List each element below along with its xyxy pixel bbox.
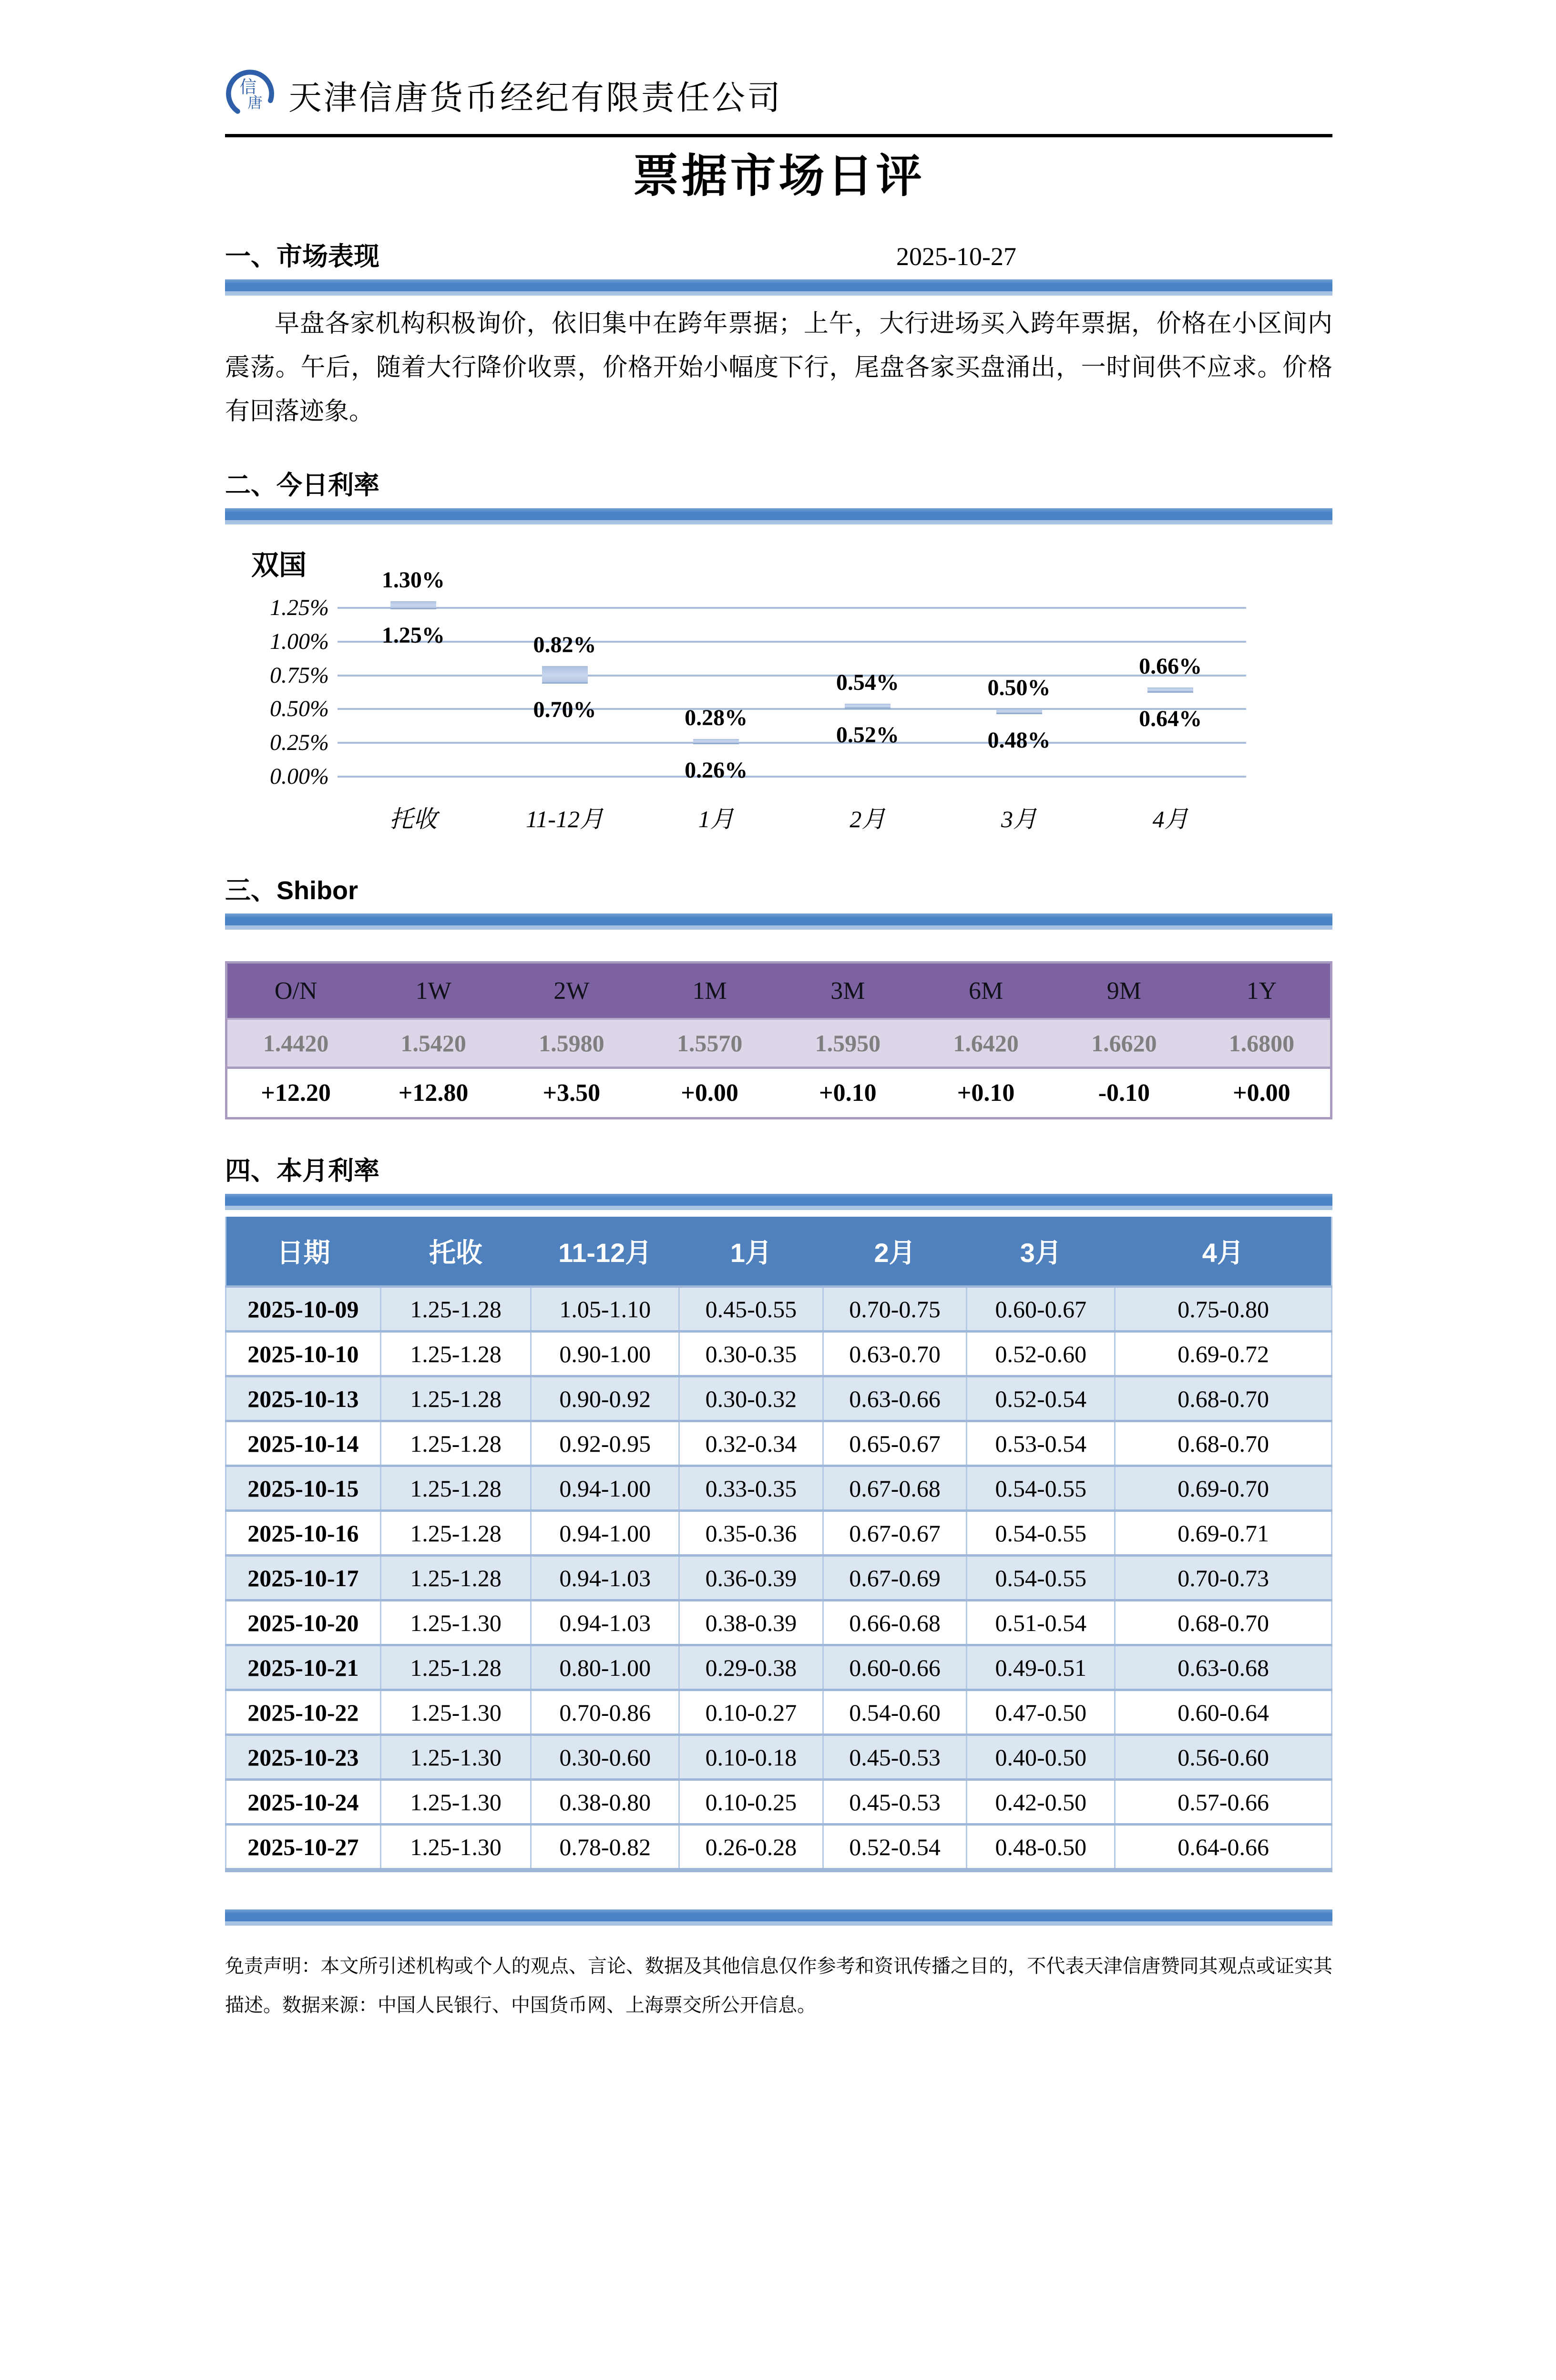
monthly-data-row	[226, 1825, 1332, 1870]
monthly-date-cell: 2025-10-16	[226, 1511, 381, 1556]
monthly-header-cell: 1月	[679, 1217, 823, 1287]
monthly-rate-cell: 0.52-0.54	[967, 1376, 1115, 1421]
range-bar	[390, 601, 436, 609]
monthly-rate-cell: 0.68-0.70	[1115, 1376, 1332, 1421]
company-logo	[225, 69, 275, 121]
monthly-data-row	[226, 1376, 1332, 1421]
monthly-date-cell: 2025-10-23	[226, 1735, 381, 1780]
y-axis-tick-label: 1.00%	[270, 628, 329, 654]
y-axis-tick-label: 0.50%	[270, 696, 329, 722]
monthly-header-cell: 2月	[823, 1217, 967, 1287]
monthly-date-cell: 2025-10-10	[226, 1332, 381, 1376]
monthly-rate-cell: 0.45-0.55	[679, 1287, 823, 1332]
monthly-header-cell: 日期	[226, 1217, 381, 1287]
svg-text:信: 信	[239, 77, 257, 97]
shibor-rate-cell: 1.5950	[779, 1019, 917, 1068]
shibor-change-cell: +0.00	[641, 1068, 779, 1118]
monthly-data-row	[226, 1600, 1332, 1645]
monthly-rate-cell: 0.70-0.75	[823, 1287, 967, 1332]
section-label-today-rates: 二、今日利率	[225, 471, 379, 500]
monthly-rate-cell: 0.10-0.18	[679, 1735, 823, 1780]
monthly-date-cell: 2025-10-27	[226, 1825, 381, 1870]
monthly-rate-cell: 0.45-0.53	[823, 1735, 967, 1780]
shibor-tenor-header: 3M	[779, 963, 917, 1019]
monthly-rate-cell: 0.52-0.60	[967, 1332, 1115, 1376]
y-axis-tick-label: 0.00%	[270, 764, 329, 789]
monthly-rate-cell: 1.25-1.30	[380, 1690, 531, 1735]
shibor-change-cell: +0.10	[779, 1068, 917, 1118]
shibor-change-cell: +12.80	[364, 1068, 502, 1118]
monthly-date-cell: 2025-10-09	[226, 1287, 381, 1332]
range-bar	[1147, 687, 1193, 693]
svg-text:唐: 唐	[247, 94, 263, 111]
monthly-rate-cell: 0.70-0.86	[531, 1690, 679, 1735]
monthly-rate-table	[225, 1217, 1332, 1872]
bar-low-label: 0.64%	[1139, 706, 1202, 732]
monthly-data-row	[226, 1421, 1332, 1466]
monthly-rate-cell: 0.38-0.80	[531, 1780, 679, 1825]
bar-high-label: 0.82%	[533, 632, 596, 657]
section-shibor	[225, 874, 1332, 907]
monthly-rate-cell: 0.29-0.38	[679, 1645, 823, 1690]
monthly-rate-cell: 1.25-1.28	[380, 1332, 531, 1376]
monthly-rate-cell: 1.25-1.28	[380, 1556, 531, 1600]
shibor-row	[226, 1068, 1331, 1118]
monthly-date-cell: 2025-10-21	[226, 1645, 381, 1690]
shibor-rate-cell: 1.4420	[226, 1019, 365, 1068]
monthly-rate-cell: 0.40-0.50	[967, 1735, 1115, 1780]
shibor-rate-cell: 1.5980	[502, 1019, 641, 1068]
monthly-rate-cell: 0.66-0.68	[823, 1600, 967, 1645]
section-label-shibor: 三、Shibor	[225, 876, 358, 905]
monthly-rate-cell: 0.49-0.51	[967, 1645, 1115, 1690]
monthly-rate-cell: 0.54-0.55	[967, 1466, 1115, 1511]
monthly-rate-cell: 1.25-1.28	[380, 1376, 531, 1421]
monthly-rate-cell: 0.47-0.50	[967, 1690, 1115, 1735]
chart-gridline	[338, 742, 1246, 744]
section-rule	[225, 508, 1332, 524]
shibor-tenor-header: 6M	[917, 963, 1055, 1019]
monthly-rate-cell: 0.30-0.32	[679, 1376, 823, 1421]
shibor-row	[226, 963, 1331, 1019]
section-monthly-rates	[225, 1155, 1332, 1187]
monthly-data-row	[226, 1780, 1332, 1825]
monthly-date-cell: 2025-10-13	[226, 1376, 381, 1421]
monthly-rate-cell: 0.42-0.50	[967, 1780, 1115, 1825]
monthly-header-cell: 11-12月	[531, 1217, 679, 1287]
logo-seal-icon	[225, 69, 275, 119]
monthly-rate-cell: 1.25-1.30	[380, 1735, 531, 1780]
x-axis-category-label: 2月	[850, 806, 886, 832]
monthly-date-cell: 2025-10-24	[226, 1780, 381, 1825]
monthly-rate-cell: 0.78-0.82	[531, 1825, 679, 1870]
monthly-rate-cell: 0.36-0.39	[679, 1556, 823, 1600]
monthly-rate-cell: 0.75-0.80	[1115, 1287, 1332, 1332]
monthly-rate-cell: 0.68-0.70	[1115, 1421, 1332, 1466]
monthly-rate-cell: 0.32-0.34	[679, 1421, 823, 1466]
section-rule	[225, 279, 1332, 296]
shibor-tenor-header: O/N	[226, 963, 365, 1019]
monthly-data-row	[226, 1690, 1332, 1735]
monthly-data-row	[226, 1466, 1332, 1511]
shibor-rate-cell: 1.5570	[641, 1019, 779, 1068]
section-label-market-performance: 一、市场表现	[225, 242, 379, 271]
monthly-rate-cell: 0.65-0.67	[823, 1421, 967, 1466]
bar-high-label: 0.66%	[1139, 654, 1202, 679]
monthly-date-cell: 2025-10-20	[226, 1600, 381, 1645]
x-axis-category-label: 4月	[1152, 806, 1188, 832]
chart-gridline	[338, 607, 1246, 609]
x-axis-category-label: 11-12月	[526, 806, 604, 832]
monthly-rate-cell: 1.25-1.28	[380, 1287, 531, 1332]
company-header	[225, 68, 1332, 122]
monthly-rate-cell: 0.35-0.36	[679, 1511, 823, 1556]
monthly-rate-cell: 0.45-0.53	[823, 1780, 967, 1825]
range-bar	[542, 666, 588, 684]
shibor-change-cell: +3.50	[502, 1068, 641, 1118]
monthly-header-cell: 4月	[1115, 1217, 1332, 1287]
bar-low-label: 0.48%	[987, 728, 1051, 753]
section-today-rates	[225, 469, 1332, 502]
shibor-rate-cell: 1.6620	[1055, 1019, 1193, 1068]
shibor-table	[225, 961, 1332, 1119]
shibor-change-cell: -0.10	[1055, 1068, 1193, 1118]
monthly-rate-cell: 0.67-0.68	[823, 1466, 967, 1511]
monthly-rate-cell: 1.25-1.30	[380, 1600, 531, 1645]
monthly-data-row	[226, 1332, 1332, 1376]
monthly-rate-cell: 0.69-0.70	[1115, 1466, 1332, 1511]
monthly-data-row	[226, 1735, 1332, 1780]
market-commentary: 早盘各家机构积极询价，依旧集中在跨年票据；上午，大行进场买入跨年票据，价格在小区间内震荡。午后，随着大行降价收票，价格开始小幅度下行，尾盘各家买盘涌出，一时间供不应求。价格有回落迹象。	[225, 310, 1332, 425]
bar-high-label: 0.28%	[685, 705, 748, 730]
monthly-rate-cell: 1.25-1.28	[380, 1421, 531, 1466]
shibor-tenor-header: 9M	[1055, 963, 1193, 1019]
bar-low-label: 0.52%	[836, 722, 899, 748]
bar-high-label: 0.54%	[836, 670, 899, 696]
monthly-rate-cell: 0.94-1.00	[531, 1466, 679, 1511]
shibor-rate-cell: 1.6800	[1193, 1019, 1331, 1068]
monthly-rate-cell: 0.90-0.92	[531, 1376, 679, 1421]
header-divider	[225, 134, 1332, 137]
monthly-data-row	[226, 1287, 1332, 1332]
bar-low-label: 0.70%	[533, 697, 596, 722]
monthly-data-row	[226, 1511, 1332, 1556]
monthly-rate-cell: 0.26-0.28	[679, 1825, 823, 1870]
monthly-date-cell: 2025-10-17	[226, 1556, 381, 1600]
monthly-date-cell: 2025-10-22	[226, 1690, 381, 1735]
monthly-rate-cell: 0.54-0.55	[967, 1556, 1115, 1600]
monthly-data-row	[226, 1556, 1332, 1600]
monthly-rate-cell: 0.48-0.50	[967, 1825, 1115, 1870]
monthly-rate-cell: 0.69-0.72	[1115, 1332, 1332, 1376]
shibor-change-cell: +12.20	[226, 1068, 365, 1118]
shibor-change-cell: +0.10	[917, 1068, 1055, 1118]
monthly-rate-cell: 0.68-0.70	[1115, 1600, 1332, 1645]
shibor-tenor-header: 1M	[641, 963, 779, 1019]
monthly-date-cell: 2025-10-14	[226, 1421, 381, 1466]
monthly-rate-cell: 0.67-0.67	[823, 1511, 967, 1556]
shibor-tenor-header: 1W	[364, 963, 502, 1019]
shibor-row	[226, 1019, 1331, 1068]
monthly-rate-cell: 0.52-0.54	[823, 1825, 967, 1870]
monthly-rate-cell: 0.57-0.66	[1115, 1780, 1332, 1825]
section-rule	[225, 913, 1332, 930]
shibor-rate-cell: 1.5420	[364, 1019, 502, 1068]
range-bar	[845, 704, 891, 709]
monthly-rate-cell: 0.51-0.54	[967, 1600, 1115, 1645]
monthly-rate-cell: 0.30-0.35	[679, 1332, 823, 1376]
monthly-rate-cell: 0.80-1.00	[531, 1645, 679, 1690]
y-axis-tick-label: 0.25%	[270, 730, 329, 756]
monthly-rate-cell: 0.54-0.60	[823, 1690, 967, 1735]
shibor-tenor-header: 1Y	[1193, 963, 1331, 1019]
monthly-rate-cell: 0.30-0.60	[531, 1735, 679, 1780]
monthly-rate-cell: 0.67-0.69	[823, 1556, 967, 1600]
monthly-rate-cell: 0.60-0.67	[967, 1287, 1115, 1332]
monthly-rate-cell: 0.53-0.54	[967, 1421, 1115, 1466]
monthly-rate-cell: 1.25-1.30	[380, 1780, 531, 1825]
disclaimer-text: 免责声明：本文所引述机构或个人的观点、言论、数据及其他信息仅作参考和资讯传播之目的，不代表天津信唐赞同其观点或证实其描述。数据来源：中国人民银行、中国货币网、上海票交所公开信息。	[225, 1955, 1332, 2016]
shibor-rate-cell: 1.6420	[917, 1019, 1055, 1068]
monthly-rate-cell: 0.90-1.00	[531, 1332, 679, 1376]
range-bar	[996, 709, 1042, 714]
chart-gridline	[338, 776, 1246, 778]
monthly-data-row	[226, 1645, 1332, 1690]
x-axis-category-label: 托收	[389, 806, 437, 832]
section-rule	[225, 1194, 1332, 1210]
rate-range-chart	[225, 539, 1332, 839]
monthly-rate-cell: 0.10-0.27	[679, 1690, 823, 1735]
monthly-rate-cell: 0.60-0.66	[823, 1645, 967, 1690]
range-bar	[693, 739, 739, 744]
monthly-rate-cell: 0.94-1.00	[531, 1511, 679, 1556]
shibor-change-cell: +0.00	[1193, 1068, 1331, 1118]
monthly-header-row	[226, 1217, 1332, 1287]
section-market-performance	[225, 240, 1332, 273]
bar-high-label: 1.30%	[381, 567, 445, 593]
monthly-rate-cell: 0.63-0.70	[823, 1332, 967, 1376]
report-content	[225, 0, 1332, 2025]
monthly-rate-cell: 0.94-1.03	[531, 1556, 679, 1600]
bar-low-label: 1.25%	[381, 623, 445, 648]
monthly-header-cell: 托收	[380, 1217, 531, 1287]
monthly-rate-cell: 1.05-1.10	[531, 1287, 679, 1332]
y-axis-tick-label: 1.25%	[270, 595, 329, 620]
monthly-header-cell: 3月	[967, 1217, 1115, 1287]
company-name: 天津信唐货币经纪有限责任公司	[288, 80, 782, 117]
footer-rule	[225, 1909, 1332, 1926]
monthly-rate-cell: 1.25-1.28	[380, 1511, 531, 1556]
section-label-monthly-rates: 四、本月利率	[225, 1157, 379, 1185]
report-date: 2025-10-27	[896, 242, 1016, 271]
monthly-rate-cell: 0.63-0.68	[1115, 1645, 1332, 1690]
monthly-rate-cell: 0.60-0.64	[1115, 1690, 1332, 1735]
monthly-rate-cell: 1.25-1.28	[380, 1466, 531, 1511]
monthly-rate-cell: 0.69-0.71	[1115, 1511, 1332, 1556]
monthly-rate-cell: 0.56-0.60	[1115, 1735, 1332, 1780]
bar-high-label: 0.50%	[987, 675, 1051, 701]
x-axis-category-label: 3月	[1001, 806, 1037, 832]
y-axis-tick-label: 0.75%	[270, 662, 329, 688]
bar-low-label: 0.26%	[685, 757, 748, 783]
doc-title: 票据市场日评	[633, 151, 925, 202]
monthly-rate-cell: 0.92-0.95	[531, 1421, 679, 1466]
monthly-rate-cell: 0.63-0.66	[823, 1376, 967, 1421]
monthly-rate-cell: 0.38-0.39	[679, 1600, 823, 1645]
monthly-rate-cell: 1.25-1.30	[380, 1825, 531, 1870]
chart-title: 双国	[251, 550, 307, 581]
monthly-rate-cell: 0.54-0.55	[967, 1511, 1115, 1556]
monthly-rate-cell: 0.94-1.03	[531, 1600, 679, 1645]
monthly-rate-cell: 0.64-0.66	[1115, 1825, 1332, 1870]
monthly-rate-cell: 1.25-1.28	[380, 1645, 531, 1690]
shibor-tenor-header: 2W	[502, 963, 641, 1019]
monthly-date-cell: 2025-10-15	[226, 1466, 381, 1511]
monthly-rate-cell: 0.33-0.35	[679, 1466, 823, 1511]
monthly-rate-cell: 0.10-0.25	[679, 1780, 823, 1825]
x-axis-category-label: 1月	[698, 806, 734, 832]
monthly-rate-cell: 0.70-0.73	[1115, 1556, 1332, 1600]
